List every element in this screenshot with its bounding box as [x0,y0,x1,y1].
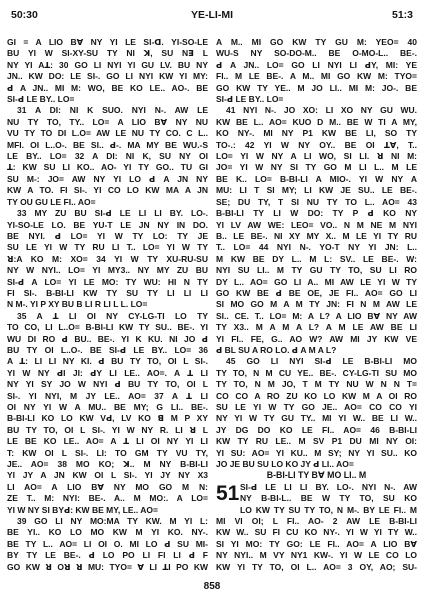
text-line: SI-ꓒ LE BY.. LO= [7,94,75,105]
text-line: BU YI W SI-XY-SU TY NI ꓘ, SU Nꓱ L [7,48,208,59]
text-line: LO KW TY SU TY TO, N M-. BY LE FI.. M [240,504,417,515]
text-line: WU-S NY SO-DO-M.. BE O-MO-L.. BE-. [216,48,417,59]
text-line: TO-.: 42 YI W NY OY.. BE OI ꓕꓯ, T.. [216,139,417,150]
text-line: SI-ꓒ A LO= YI LE MO: TY WU: HI N TY [7,276,208,287]
text-line: GO KW BE ꓒ BE OE, JE FI.. AO= GO LI [216,287,417,298]
text-line: KW TY RU LE.. M SV P1 DU MI NY OI: [216,436,417,447]
text-line: JN.. KW DO: LE SI-. GO LI NYI KW YI MY: [7,71,208,82]
text-line: SI-ꓒ LE LI LI BY. LO-. NYI N-. AW [240,481,417,492]
text-line: B-BI-LI TY LI W DO: TY P ꓒ KO NY [216,208,417,219]
text-line: YI W NY ꓒI JI: ꓒY LI LE.. AO=. A ꓕ LI [7,367,208,378]
text-line: VU TY TO DI L.O= AW LE NU TY CO. C L.. [7,128,208,139]
text-line: JO= YI W NY SI TY GO M LI L.. M LE [216,162,417,173]
text-line: JO JE BU SU LO KO JY ꓒ LI.. AO= [216,459,354,470]
text-line: A ꓕ: LI LI NY KI. ꓒ BU TY TO, OI L SI-. [7,356,208,367]
text-line: YI-SO-LE LO. BE YU-T LE JN NY IN DO. [7,219,208,230]
text-line: YI FI.. FE, G.. AO W? AW MI JY KW VE [216,333,417,344]
text-line: T.. LO= 44 NYI N-. YO-T NY YI JN: L.. [216,242,417,253]
text-line: B-BI-LI KO LO KW Vꓒ, LV KO ꓭ M P XY [7,413,208,424]
text-line: TY TO, N M CU YE.. BE-. CY-LG-TI SU MO [216,367,417,378]
text-line: NY NYI.. M VY NY1 KW-. YI W LE CO LO [216,550,417,561]
text-line: 45 GO LI NYI SI-ꓒ LE B-BI-LI MO [226,356,417,367]
text-line: NY YI SY JO W NYI ꓒ BU TY TO, OI L [7,379,208,390]
text-line: NYI SU LI.. M TY GU TY TO, SU LI RO [216,265,417,276]
header-book-title: YE-LI-MI [191,9,233,21]
text-line: GO KW ꓤ Oꓤ ꓤ MU: TYO= ꓯ LI ꓕI PO KW [7,561,208,572]
text-line: ꓤ:A KO M: XO= 34 YI W TY XU-RU-SU [7,253,208,264]
text-line: BE TY L.. AO= LI OI O. MI LO ꓒ SU MI- [7,538,208,549]
text-line: SI-. YI NYI, M JY LE.. AO= 37 A ꓕ LI [7,390,208,401]
text-line: YI LV AW WE: LEO= VO.. N M NE M NYI [216,219,417,230]
text-line: NY YI Aꓕ: 30 GO LI NYI YI GU LV. BU NY [7,59,208,70]
text-line: TO CO, LI L..O= B-BI-LI KW TY SU.. BE-. YI [7,322,208,333]
text-line: CO CO A RO ZU KO LO KW M A OI RO [216,390,417,401]
text-line: B.. LE BE-. NI XY MY X.. M LE YI TY RU [216,230,417,241]
text-line: LE BE KO LE.. AO= A ꓕ LI OI NY YI LI [7,436,208,447]
text-line: N M-. YI P XY BU B LI R LI L L. LO= [7,299,148,310]
text-line: YI SU: AO= YI KU.. M SY; NY YI SU.. KO [216,447,417,458]
text-line: SI MO GO M A M TY JN: FI N M AW LE [216,299,417,310]
text-line: YI JY A JN KW OI L SI-. YI JY NY X3 [7,470,208,481]
text-line: T: KW OI L SI-. LI: TO GM TY VU TY, [7,447,208,458]
text-line: 35 A ꓕ LI OI NY CY-LG-TI LO TY [17,310,208,321]
text-line: SI YI MO: TY GO: LE FI.. AO= A LIO Bꓯ [216,538,417,549]
text-line: NY B-BI-L.. BE W TY TO, SU KO [240,493,417,504]
text-line: GI = A LIO Bꓯ NY YI LE SI-ꓷ. YI-SO-LE [7,37,208,47]
text-line: BU TY TO, OI L SI-. YI W NY R. LI ꓤ L [7,424,208,435]
page-number: 858 [203,581,221,592]
text-line: A M.. MI GO KW TY GU M: YEO= 40 [216,37,417,47]
chapter-heading: B-BI-LI TY Bꓯ MO LI.. M [266,470,367,481]
text-line: FI.. M LE BE-. A M.. MI GO KW M: TYO= [216,71,417,82]
text-line: WU DI RO ꓒ BU.. BE-. YI K KU. NI JO ꓒ [7,333,208,344]
text-line: BU TY OI L..O-. BE SI-ꓒ LE BY.. LO= 36 [7,344,208,355]
text-line: MI VI OI; L FI.. AO- 2 AW LE B-BI-LI [216,516,417,527]
text-line: NY YI W TY GU TY.. MI YI W.. BE LI W.. [216,413,417,424]
text-line: KO NY-. MI NY P1 KW BE LI, SO TY [216,128,417,139]
text-line: 33 MY ZU BU SI-ꓒ LE LI LI BY. LO-. [17,208,208,219]
text-line: GO KW TY YE.. M JO LI.. MI M: JO-. BE [216,82,417,93]
text-line: TY OU GU LE FI.. AO= [7,196,96,207]
text-line: FI SI-. B-BI-LI KW TY SU TY LI LI LI [7,287,208,298]
text-line: SE; DU TY, T SI NU TY TO L.. AO= 43 [216,196,417,207]
text-line: NU TY TO, TY.. LO= A LIO Bꓯ NY NU [7,116,208,127]
text-line: LO= YI W NY A LI WO, SI LI. ꓤ NI M: [216,151,417,162]
text-line: OI NY YI W A MU.. BE MY; G LI.. BE-. [7,402,208,412]
text-line: SU LE YI W TY GO JE.. AO= CO CO YI [216,402,417,412]
text-line: ꓒ A JN.. MI M: WO, BE KO LE.. AO-. BE [7,82,208,93]
text-line: MU: LI T SI MY; LI KW JE SU.. LE BE-. [216,185,417,196]
header-range-start: 50:30 [11,9,38,21]
text-line: ꓒ BL SU A RO LO. ꓒ A M A L? [216,344,337,355]
text-line: BE YI.. KO LO MO KW M YI KO. NY-. [7,527,208,538]
right-text-column [216,37,417,573]
text-line: TY X3.. M A M A L? A M LE AW BE LI [216,322,417,333]
text-line: 31 A DI: NI K SUO. NYI N-. AW LE [17,105,208,116]
text-line: JE.. AO= 38 MO KO; ꓘ.. M NY B-BI-LI [7,459,208,470]
text-line: KW W.. SU FI CU KO NY-. YI W YI TY W.. [216,527,417,538]
text-line: LE BY.. LO= 32 A DI: NI K, SU NY OI [7,151,208,162]
text-line: LI AO= A LIO Bꓯ NY MO GO M N: [7,481,208,492]
left-text-column [7,37,208,573]
text-line: NY W NYI.. LO= YI MY3.. NY MY ZU BU [7,265,208,276]
text-line: SI.. CE. T.. LO= M: A L? A LIO Bꓯ NY AW [216,310,417,321]
text-line: KW A TO. FI SI-. YI CO LO KW MA A JN [7,185,208,196]
text-line: MFI. OI L..O-. BE SI.. ꓒ-. MA MY BE WU.-S [7,139,208,150]
text-line: ꓒ A JN.. LO= GO LI NYI LI ꓒY, MI: YE [216,59,417,70]
text-line: SI-ꓒ LE BY.. LO= [216,94,284,105]
chapter-50-end-text [216,37,417,470]
text-line: KW BE L.. AO= KUO D M.. BE W TI A MY, [216,116,417,127]
chapter-51-text [216,482,417,573]
text-line: 41 NYI N-. JO XO: LI XO NY GU WU. [226,105,417,116]
text-line: M KW BE DY L.. M L: SV.. LE BE-. W: [216,253,417,264]
text-line: DY L.. AO= GO LI A.. MI AW LE YI W TY [216,276,417,287]
text-line: BE K.. LO= B-BI-LI A MIO-. YI W NY A [216,173,417,184]
text-line: KW YI TY TO, OI L.. AO= 3 OY, AO; SU- [216,561,417,572]
chapter-number: 51 [216,481,240,505]
text-line: 39 GO LI NY MO:MA TY KW. M YI L: [17,516,208,527]
text-line: SU LE YI W TY RU LI T.. LO= YI W TY [7,242,208,253]
text-line: TY TO, N M JO, T M TY NU W N N T= [216,379,417,390]
text-line: SU M-: JO= AW NY YI LO ꓒ A JN NY [7,173,208,184]
text-line: BE NYI. ꓒ LO= YI W TY LO: TY JE [7,230,208,241]
text-line: JY DG DO KO LE FI.. AO= 46 B-BI-LI [216,424,417,435]
text-line: ZE T.. M: NYI: BE-. A.. M MO:. A LO= [7,493,208,504]
header-range-end: 51:3 [391,9,413,21]
text-line: BY TY LE BE-. ꓒ LO PO LI FI LI ꓒ F [7,550,208,561]
text-line: ꓕ: KW SU LI KO.. AO- YI TY GO.. TU GI [7,162,208,173]
text-line: YI W NY SI BYꓒ: KW BE MY, LE.. AO= [7,504,158,515]
